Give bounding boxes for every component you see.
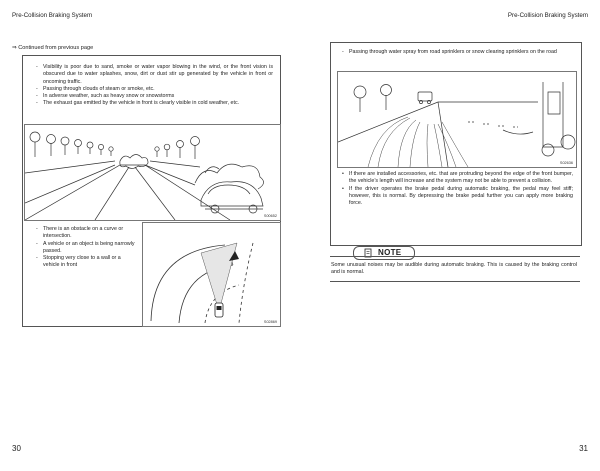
accessory-and-brake-notes [341,171,573,207]
condition-item: - A vehicle or an object is being narrowly passed. [35,241,135,256]
curve-obstacle-illustration [142,222,281,327]
note-text: Some unusual noises may be audible during automatic braking. This is caused by the braking control and is normal. [331,262,577,276]
left-page-number: 30 [12,444,21,453]
foggy-road-drawing [25,125,280,220]
note-header [353,246,415,260]
note-title: NOTE [378,248,402,257]
condition-item: - There is an obstacle on a curve or intersection. [35,226,135,241]
figure-id-label: S02869 [263,320,277,324]
note-bottom-divider [330,281,580,282]
curve-obstacle-drawing [143,223,280,326]
left-page-header: Pre-Collision Braking System [12,12,93,19]
sprinkler-road-illustration [337,71,577,168]
right-page-number: 31 [579,444,588,453]
bullet-item: • If the driver operates the brake pedal during automatic braking, the pedal may feel stiff; however, this is normal. By depressing the brake pedal further you can apply more braking force. [341,186,573,208]
water-spray-condition [341,49,573,56]
right-page-header: Pre-Collision Braking System [507,12,588,19]
note-divider [330,256,580,257]
condition-item: - In adverse weather, such as heavy snow or snowstorms [35,93,273,100]
bullet-item: • If there are installed accessories, etc. that are protruding beyond the edge of the front bumper, the vehicle’s length will increase and the system may not be able to prevent a collision. [341,171,573,186]
left-caution-box [22,55,281,327]
poor-visibility-conditions [35,64,273,108]
right-caution-box [330,42,582,246]
condition-item: - Passing through clouds of steam or smoke, etc. [35,86,273,93]
obstacle-conditions [35,226,135,270]
condition-item: - The exhaust gas emitted by the vehicle in front is clearly visible in cold weather, etc. [35,100,273,107]
condition-item: - Visibility is poor due to sand, smoke or water vapor blowing in the wind, or the front vision is obscured due to water splashes, snow, dirt or dust stir up generated by the vehicle in front or oncoming traffic. [35,64,273,86]
figure-id-label: S02636 [559,161,573,165]
figure-id-label: S00652 [263,214,277,218]
continued-from-previous: ⇒ Continued from previous page [12,45,94,51]
condition-item: - Passing through water spray from road sprinklers or snow clearing sprinklers on the road [341,49,573,56]
foggy-road-illustration [24,124,281,221]
sprinkler-road-drawing [338,72,576,167]
condition-item: - Stopping very close to a wall or a vehicle in front [35,255,135,270]
